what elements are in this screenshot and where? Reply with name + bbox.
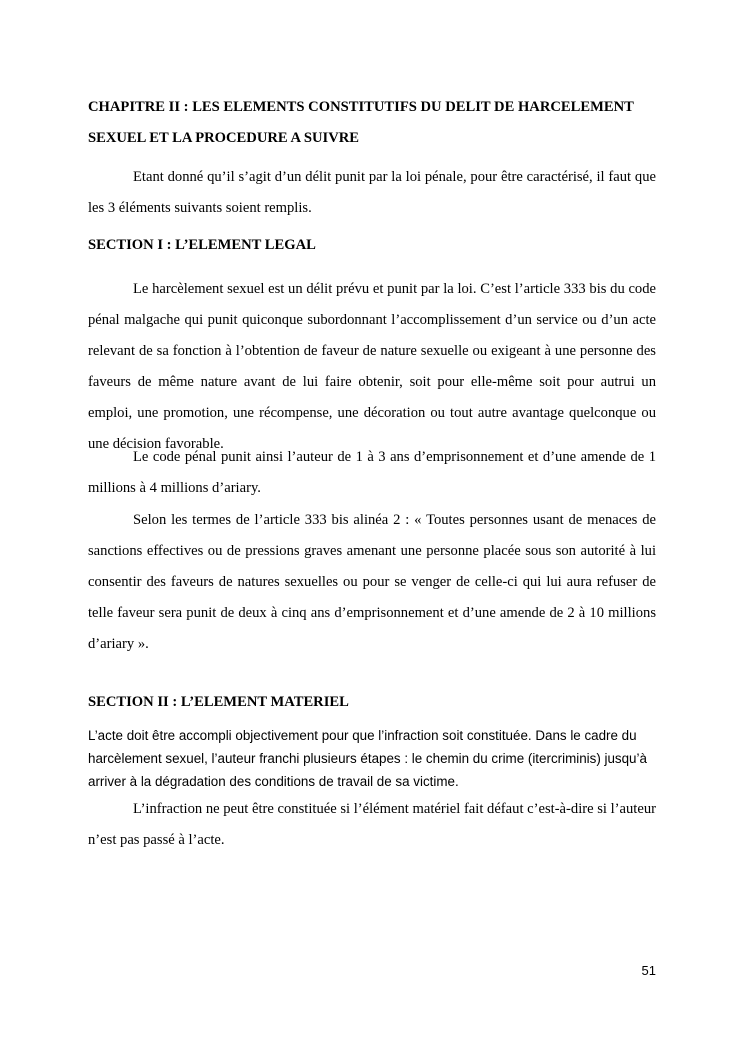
intro-paragraph: Etant donné qu’il s’agit d’un délit punit par la loi pénale, pour être caractérisé, il faut que les 3 éléments suivants soient remplis. [88,169,656,216]
section-1-paragraph-1: Le harcèlement sexuel est un délit prévu et punit par la loi. C’est l’article 333 bis du code pénal malgache qui punit quiconque subordonnant l’accomplissement d’un service ou d’un acte relevant de sa fonction à l’obtention de faveur de nature sexuelle ou exigeant à une personne des faveurs de même nature avant de lui faire obtenir, soit pour elle-même soit pour autrui un emploi, une promotion, une récompense, une décoration ou tout autre avantage quelconque ou une décision favorable. [88,281,656,452]
section-1-paragraph-2: Le code pénal punit ainsi l’auteur de 1 à 3 ans d’emprisonnement et d’une amende de 1 millions à 4 millions d’ariary. [88,449,656,496]
section-1-title: SECTION I : L’ELEMENT LEGAL [88,237,316,253]
section-2-paragraph-2: L’infraction ne peut être constituée si l’élément matériel fait défaut c’est-à-dire si l’auteur n’est pas passé à l’acte. [88,801,656,848]
section-2-paragraph-1: L’acte doit être accompli objectivement pour que l’infraction soit constituée. Dans le cadre du harcèlement sexuel, l’auteur franchi plusieurs étapes : le chemin du crime (itercriminis) jusqu’à arriver à la dégradation des conditions de travail de sa victime. [88,728,647,789]
page-number: 51 [641,963,656,978]
section-1-paragraph-3: Selon les termes de l’article 333 bis alinéa 2 : « Toutes personnes usant de menaces de sanctions effectives ou de pressions graves amenant une personne placée sous son autorité à lui consentir des faveurs de natures sexuelles ou pour se venger de celle-ci qui lui aura refuser de telle faveur sera punit de deux à cinq ans d’emprisonnement et d’une amende de 2 à 10 millions d’ariary ». [88,512,656,652]
section-2-title: SECTION II : L’ELEMENT MATERIEL [88,694,349,710]
chapter-title: CHAPITRE II : LES ELEMENTS CONSTITUTIFS DU DELIT DE HARCELEMENT SEXUEL ET LA PROCEDURE A SUIVRE [88,99,634,146]
